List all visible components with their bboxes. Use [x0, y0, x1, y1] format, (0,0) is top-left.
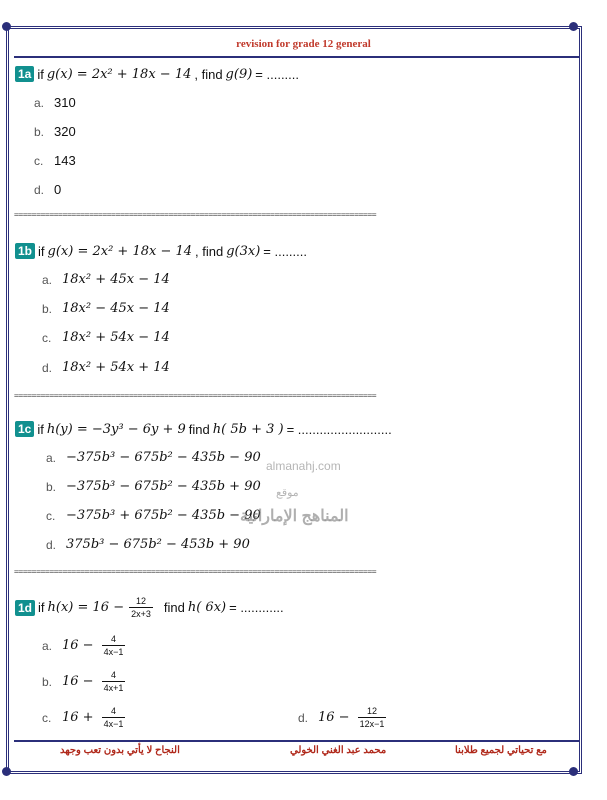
answer-blank: = .........	[263, 243, 307, 259]
option-letter: c.	[34, 153, 44, 168]
option-text: −375b³ − 675b² − 435b − 90	[66, 450, 261, 465]
question-1a	[15, 66, 299, 82]
question-tag: 1d	[15, 600, 35, 616]
fraction-denominator: 2x+3	[131, 609, 151, 619]
watermark-site: almanahj.com	[266, 459, 341, 473]
find-label: , find	[195, 243, 224, 259]
option-letter: d.	[34, 182, 45, 197]
option-a[interactable]	[46, 450, 261, 465]
if-label: if	[37, 66, 44, 82]
answer-blank: = ..........................	[286, 421, 392, 437]
question-tag: 1a	[15, 66, 34, 82]
fraction-denominator: 12x−1	[359, 719, 385, 729]
option-d[interactable]	[46, 537, 250, 552]
option-letter: a.	[42, 638, 53, 653]
option-a[interactable]	[42, 272, 170, 287]
fraction	[102, 634, 126, 657]
target-expression: g(3x)	[226, 243, 261, 259]
corner-dot	[569, 22, 578, 31]
option-letter: c.	[46, 508, 56, 523]
function-expression: g(x) = 2x² + 18x − 14	[47, 243, 193, 259]
corner-dot	[2, 767, 11, 776]
section-divider: ==================================================================================	[14, 391, 377, 400]
option-letter: b.	[42, 674, 53, 689]
option-lead: 16 +	[62, 710, 94, 725]
answer-blank: = ............	[229, 600, 284, 615]
option-letter: d.	[46, 537, 57, 552]
option-d[interactable]	[42, 360, 170, 375]
footer-motto: النجاح لا يأتي بدون تعب وجهد	[60, 745, 180, 756]
fraction-numerator: 12	[366, 706, 377, 716]
option-lead: 16 −	[62, 674, 94, 689]
function-expression: g(x) = 2x² + 18x − 14	[46, 66, 192, 82]
section-divider: ==================================================================================	[14, 210, 377, 219]
option-letter: b.	[42, 301, 53, 316]
option-letter: a.	[42, 272, 53, 287]
option-d[interactable]	[34, 182, 61, 197]
fraction-denominator: 4x−1	[103, 647, 124, 657]
option-b[interactable]	[42, 301, 170, 316]
question-1b	[15, 243, 307, 259]
if-label: if	[37, 421, 44, 437]
header-rule	[14, 56, 580, 58]
function-expression: h(y) = −3y³ − 6y + 9	[46, 421, 186, 437]
target-expression: h( 6x)	[187, 600, 227, 615]
question-1c	[15, 421, 392, 437]
option-b[interactable]	[34, 124, 76, 139]
option-d[interactable]	[298, 706, 388, 729]
option-text: 375b³ − 675b² − 453b + 90	[66, 537, 250, 552]
footer-author: محمد عبد الغني الخولي	[290, 745, 387, 756]
option-a[interactable]	[34, 95, 76, 110]
option-letter: c.	[42, 710, 52, 725]
option-text: −375b³ − 675b² − 435b + 90	[66, 479, 261, 494]
fraction-numerator: 4	[110, 706, 116, 716]
option-text: 310	[54, 95, 76, 110]
if-label: if	[38, 243, 45, 259]
fraction-numerator: 4	[110, 670, 116, 680]
option-letter: b.	[34, 124, 45, 139]
footer-greeting: مع تحياتي لجميع طلابنا	[455, 745, 547, 756]
answer-blank: = .........	[255, 66, 300, 82]
option-c[interactable]	[42, 330, 170, 345]
watermark-arabic-main: المناهج الإماراتية	[240, 508, 349, 525]
option-text: 0	[54, 182, 62, 197]
find-label: , find	[194, 66, 223, 82]
option-a[interactable]	[42, 634, 127, 657]
fraction-numerator: 12	[135, 596, 146, 606]
option-letter: b.	[46, 479, 57, 494]
option-lead: 16 −	[62, 638, 94, 653]
fraction	[102, 706, 126, 729]
if-label: if	[38, 600, 45, 615]
option-text: 18x² − 45x − 14	[62, 301, 170, 316]
footer-rule	[14, 740, 580, 742]
option-text: 18x² + 54x + 14	[62, 360, 170, 375]
option-text: −375b³ + 675b² − 435b − 90	[66, 508, 261, 523]
question-1d	[15, 596, 284, 619]
corner-dot	[569, 767, 578, 776]
option-c[interactable]	[42, 706, 127, 729]
option-letter: a.	[34, 95, 45, 110]
fraction	[358, 706, 387, 729]
option-letter: a.	[46, 450, 57, 465]
page-title: revision for grade 12 general	[236, 38, 371, 50]
option-text: 18x² + 54x − 14	[62, 330, 170, 345]
option-b[interactable]	[46, 479, 261, 494]
find-label: find	[188, 421, 210, 437]
option-text: 320	[54, 124, 76, 139]
option-lead: 16 −	[318, 710, 350, 725]
watermark-arabic-top: موقع	[276, 487, 299, 499]
fraction-numerator: 4	[110, 634, 116, 644]
option-letter: d.	[298, 710, 309, 725]
fraction-denominator: 4x−1	[103, 719, 124, 729]
option-c[interactable]	[46, 508, 261, 523]
function-expression: h(x) = 16 −	[47, 600, 125, 615]
option-b[interactable]	[42, 670, 127, 693]
section-divider: ==================================================================================	[14, 567, 377, 576]
fraction	[129, 596, 153, 619]
fraction-denominator: 4x+1	[103, 683, 124, 693]
target-expression: h( 5b + 3 )	[212, 421, 284, 437]
option-text: 18x² + 45x − 14	[62, 272, 170, 287]
find-label: find	[163, 600, 185, 615]
page-border	[6, 26, 582, 774]
option-letter: d.	[42, 360, 53, 375]
question-tag: 1b	[15, 243, 35, 259]
option-text: 143	[54, 153, 76, 168]
option-c[interactable]	[34, 153, 76, 168]
option-letter: c.	[42, 330, 52, 345]
fraction	[102, 670, 126, 693]
corner-dot	[2, 22, 11, 31]
question-tag: 1c	[15, 421, 34, 437]
target-expression: g(9)	[225, 66, 253, 82]
